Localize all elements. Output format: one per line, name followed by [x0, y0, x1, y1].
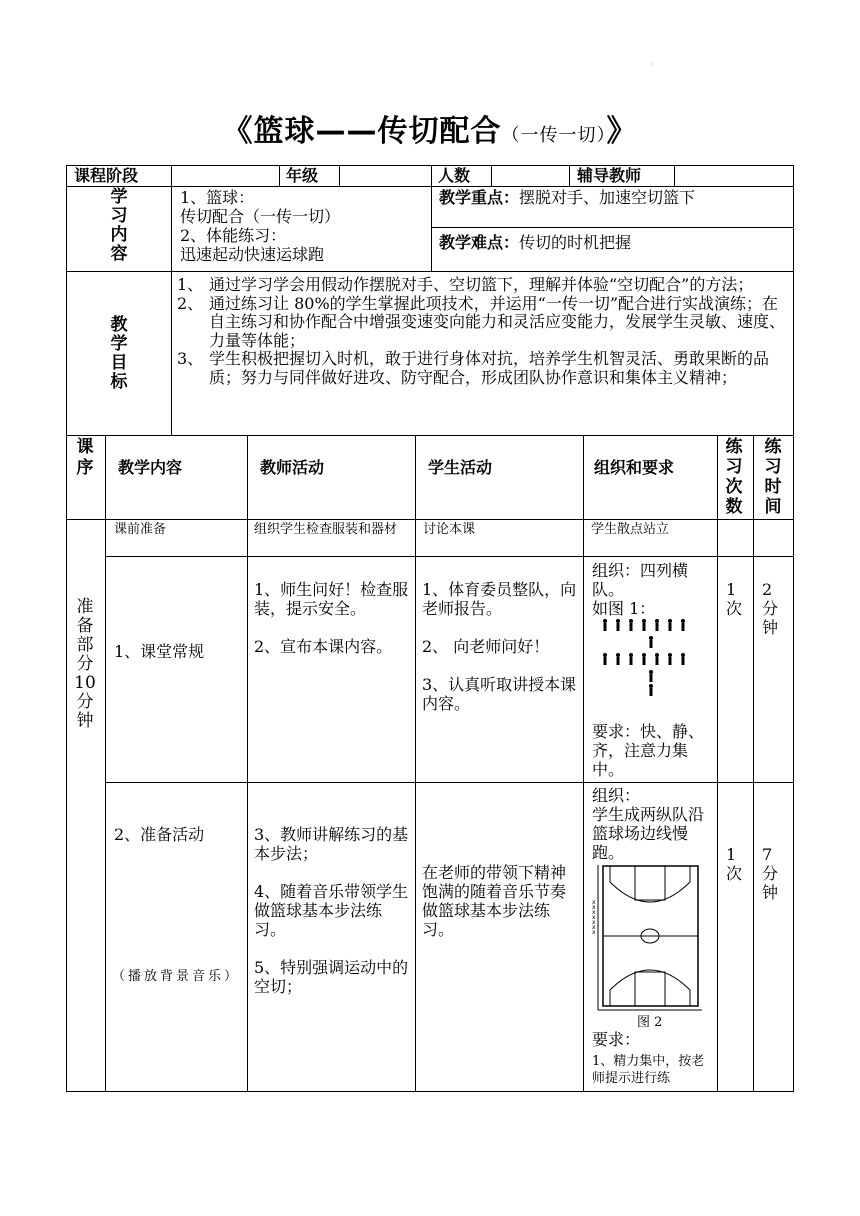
page-dot: · — [650, 60, 653, 69]
goal-item: 1、 通过学习学会用假动作摆脱对手、空切篮下，理解并体验“空切配合”的方法； — [177, 275, 754, 294]
row-teacher: 3、教师讲解练习的基本步法； 4、随着音乐带领学生做篮球基本步法练习。 5、特别强调运动中的空切； — [254, 825, 409, 996]
row-org-top: 组织： 学生成两纵队沿篮球场边线慢跑。 — [592, 786, 705, 862]
col-times: 练 习 次 数 — [725, 437, 743, 517]
row-student: 在老师的带领下精神饱满的随着音乐节奏做篮球基本步法练习。 — [422, 863, 567, 939]
svg-text:x: x — [592, 924, 596, 931]
row-org: 学生散点站立 — [591, 522, 670, 537]
formation-teacher — [649, 670, 653, 696]
svg-text:x: x — [592, 909, 596, 916]
row-duration: 7 分 钟 — [762, 845, 779, 902]
count-label: 人数 — [438, 166, 471, 185]
row-student: 讨论本课 — [423, 522, 476, 537]
formation-row-3 — [603, 653, 685, 665]
row-content: 1、课堂常规 — [114, 642, 205, 661]
content-label: 学 习 内 容 — [110, 187, 128, 264]
svg-text:x: x — [592, 919, 596, 926]
col-content: 教学内容 — [118, 458, 183, 477]
difficulty-point: 教学难点：传切的时机把握 — [439, 233, 632, 252]
svg-text:x: x — [592, 904, 596, 911]
col-order: 课 序 — [76, 437, 94, 478]
svg-text:x: x — [592, 914, 596, 921]
row-org-bottom: 要求：快、静、齐，注意力集中。 — [592, 722, 705, 779]
col-teacher: 教师活动 — [260, 458, 325, 477]
row-duration: 2 分 钟 — [762, 580, 779, 637]
col-duration: 练 习 时 间 — [764, 437, 782, 517]
key-point: 教学重点：摆脱对手、加速空切篮下 — [439, 188, 696, 207]
org-req-text: 1、精力集中，按老师提示进行练 — [592, 1054, 705, 1086]
content-lines: 1、篮球： 传切配合（一传一切） 2、体能练习： 迅速起动快速运球跑 — [180, 188, 341, 264]
row-org-top: 组织：四列横队。 如图 1： — [592, 561, 689, 618]
grade-label: 年级 — [286, 166, 319, 185]
formation-row-2 — [649, 636, 653, 648]
formation-figure — [598, 618, 708, 704]
stage-label: 课程阶段 — [74, 166, 139, 185]
org-req-label: 要求： — [592, 1030, 641, 1049]
row-teacher: 1、师生问好！检查服装，提示安全。 2、宣布本课内容。 — [254, 580, 409, 656]
page-title: 《篮球——传切配合（一传一切）》 — [222, 114, 638, 149]
assistant-label: 辅导教师 — [577, 166, 642, 185]
row-content: 课前准备 — [114, 522, 167, 537]
svg-text:x: x — [592, 929, 596, 936]
figure-caption: 图 2 — [637, 1015, 663, 1030]
col-student: 学生活动 — [428, 458, 493, 477]
section-label: 准 备 部 分 10 分 钟 — [74, 597, 96, 731]
goals-label: 教 学 目 标 — [110, 315, 128, 392]
row-content-note: （播放背景音乐） — [112, 969, 241, 984]
goal-item: 3、 学生积极把握切入时机，敢于进行身体对抗，培养学生机智灵活、勇敢果断的品质；努力与同伴做好进攻、防守配合，形成团队协作意识和集体主义精神； — [177, 349, 770, 387]
row-teacher: 组织学生检查服装和器材 — [254, 522, 398, 537]
basketball-court-figure — [590, 862, 706, 1012]
goal-item: 2、 通过练习让 80%的学生掌握此项技术，并运用“一传一切”配合进行实战演练；在自主练习和协作配合中增强变速变向能力和灵活应变能力，发展学生灵敏、速度、力量等体能； — [177, 293, 786, 350]
formation-row-1 — [603, 619, 685, 631]
runners-column — [592, 899, 596, 936]
goals-list — [177, 276, 789, 387]
svg-text:x: x — [592, 899, 596, 906]
row-times: 1 次 — [726, 580, 743, 618]
row-times: 1 次 — [726, 845, 743, 883]
row-content: 2、准备活动 — [114, 825, 205, 844]
col-org: 组织和要求 — [594, 458, 675, 477]
row-student: 1、体育委员整队，向老师报告。 2、 向老师问好！ 3、认真听取讲授本课内容。 — [422, 580, 577, 713]
